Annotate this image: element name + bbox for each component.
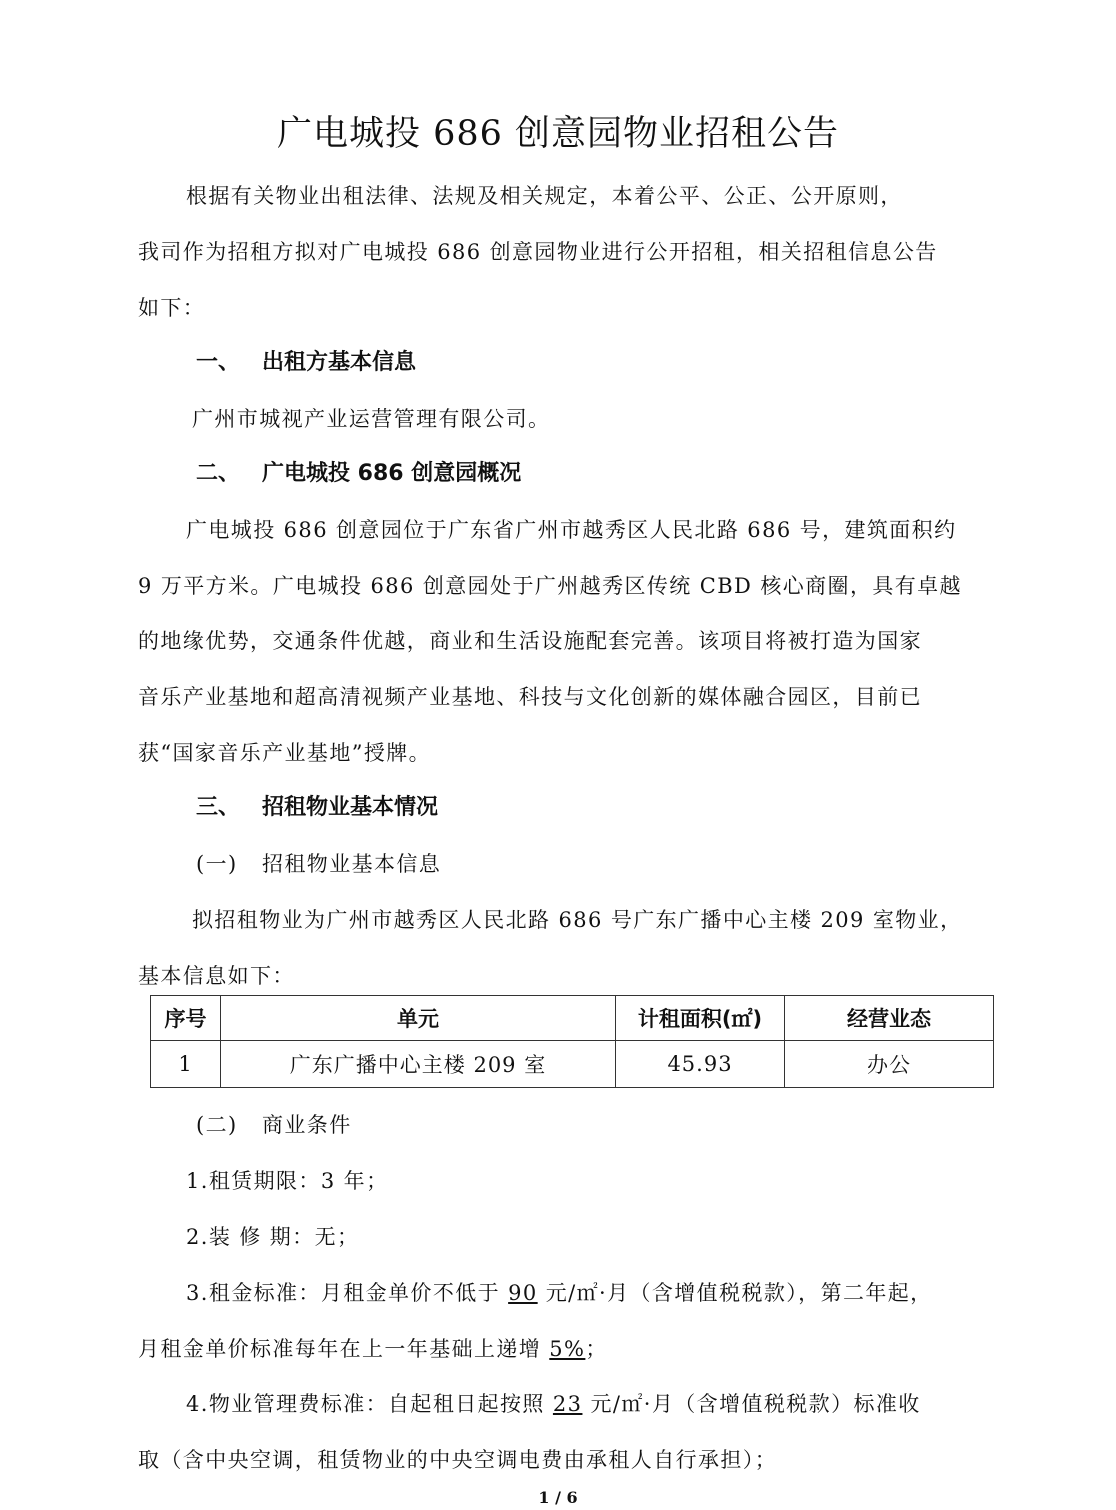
term-renovation-period: 2.装 修 期：无； (186, 1225, 360, 1249)
term-fee-value: 23 (552, 1392, 583, 1416)
section-2-title: 广电城投 686 创意园概况 (262, 461, 522, 486)
table-header-area: 计租面积(㎡) (616, 996, 785, 1041)
table-cell-index: 1 (151, 1041, 221, 1088)
section-2-number: 二、 (196, 461, 241, 486)
table-header-unit: 单元 (221, 996, 616, 1041)
section-3-heading (196, 793, 438, 823)
section-2-line-3: 的地缘优势，交通条件优越，商业和生活设施配套完善。该项目将被打造为国家 (138, 629, 922, 653)
term-rent-standard (186, 1278, 970, 1308)
subsection-2-number: (二) (196, 1113, 238, 1137)
property-info-table (150, 995, 994, 1088)
table-header-usage: 经营业态 (785, 996, 994, 1041)
section-1-body: 广州市城视产业运营管理有限公司。 (192, 407, 551, 431)
term-increase-value: 5% (549, 1337, 586, 1361)
section-1-title: 出租方基本信息 (262, 350, 417, 375)
section-2-line-1: 广电城投 686 创意园位于广东省广州市越秀区人民北路 686 号，建筑面积约 (186, 518, 957, 542)
intro-line-2: 我司作为招租方拟对广电城投 686 创意园物业进行公开招租，相关招租信息公告 (138, 240, 938, 264)
subsection-1-number: (一) (196, 852, 238, 876)
table-row (151, 1041, 994, 1088)
term-property-fee-cont: 取（含中央空调，租赁物业的中央空调电费由承租人自行承担）； (138, 1448, 778, 1472)
term-increase-suffix: ； (585, 1337, 608, 1361)
term-fee-suffix: 元/㎡·月（含增值税税款）标准收 (582, 1392, 921, 1416)
document-title: 广电城投 686 创意园物业招租公告 (276, 114, 840, 154)
section-3-title: 招租物业基本情况 (262, 795, 439, 820)
table-cell-area: 45.93 (616, 1041, 785, 1088)
subsection-1-title: 招租物业基本信息 (262, 852, 442, 876)
term-fee-prefix: 4.物业管理费标准：自起租日起按照 (186, 1392, 553, 1416)
subsection-2-heading (196, 1110, 352, 1140)
subsection-1-heading (196, 849, 441, 879)
term-lease-period: 1.租赁期限：3 年； (186, 1169, 389, 1193)
section-2-line-2: 9 万平方米。广电城投 686 创意园处于广州越秀区传统 CBD 核心商圈，具有卓越 (138, 574, 962, 598)
section-1-heading (196, 348, 416, 378)
intro-line-1: 根据有关物业出租法律、法规及相关规定，本着公平、公正、公开原则， (186, 184, 903, 208)
table-header-row (151, 996, 994, 1041)
term-rent-increase (138, 1334, 970, 1364)
section-2-heading (196, 459, 521, 489)
term-property-fee (186, 1389, 970, 1419)
intro-line-3: 如下： (138, 296, 206, 320)
subsection-2-title: 商业条件 (262, 1113, 352, 1137)
section-2-line-5: 获“国家音乐产业基地”授牌。 (138, 741, 432, 765)
section-1-number: 一、 (196, 350, 241, 375)
table-header-index: 序号 (151, 996, 221, 1041)
section-2-line-4: 音乐产业基地和超高清视频产业基地、科技与文化创新的媒体融合园区，目前已 (138, 685, 922, 709)
term-increase-prefix: 月租金单价标准每年在上一年基础上递增 (138, 1337, 550, 1361)
table-cell-unit: 广东广播中心主楼 209 室 (221, 1041, 616, 1088)
term-rent-value: 90 (508, 1281, 538, 1305)
subsection-1-line-2: 基本信息如下： (138, 964, 295, 988)
page-number: 1 / 6 (538, 1488, 578, 1507)
section-3-number: 三、 (196, 795, 241, 820)
table-cell-usage: 办公 (785, 1041, 994, 1088)
term-rent-suffix: 元/㎡·月（含增值税税款），第二年起， (537, 1281, 933, 1305)
subsection-1-line-1: 拟招租物业为广州市越秀区人民北路 686 号广东广播中心主楼 209 室物业， (192, 908, 963, 932)
term-rent-prefix: 3.租金标准：月租金单价不低于 (186, 1281, 509, 1305)
